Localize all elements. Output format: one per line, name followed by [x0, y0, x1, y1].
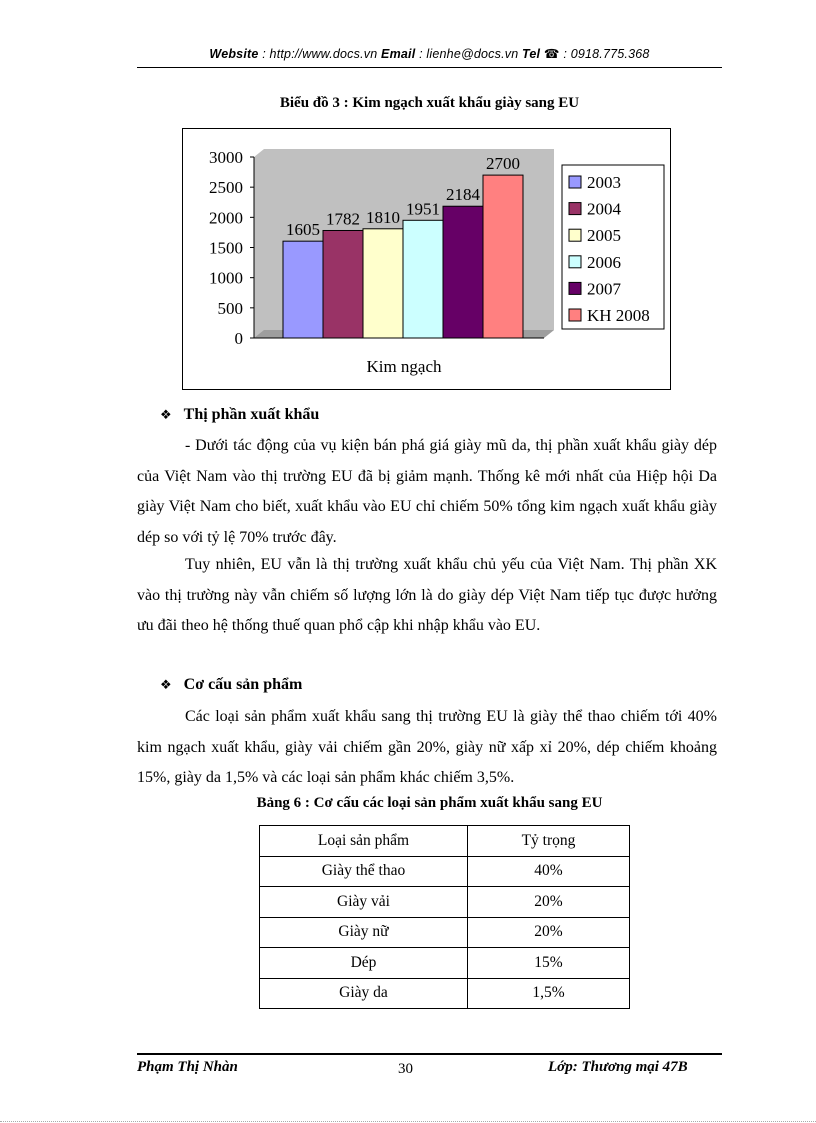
section-heading-product-structure	[160, 676, 302, 694]
y-tick-label: 3000	[209, 148, 243, 167]
table-cell: Giày vải	[260, 887, 468, 918]
table-header-row	[260, 826, 630, 857]
table-header-cell: Tỷ trọng	[468, 826, 630, 857]
paragraph: Tuy nhiên, EU vẫn là thị trường xuất khẩu chủ yếu của Việt Nam. Thị phần XK vào thị trường này vẫn chiếm số lượng lớn là do giày dép Việt Nam tiếp tục được hưởng ưu đãi theo hệ thống thuế quan phổ cập khi nhập khẩu vào EU.	[137, 556, 717, 634]
table-cell: 20%	[468, 887, 630, 918]
y-tick-label: 1000	[209, 268, 243, 288]
section-heading-text: Cơ cấu sản phẩm	[183, 676, 303, 693]
paragraph: Các loại sản phẩm xuất khẩu sang thị trường EU là giày thể thao chiếm tới 40% kim ngạch xuất khẩu, giày vải chiếm gần 20%, giày nữ xấp xỉ 20%, dép chiếm khoảng 15%, giày da 1,5% và các loại sản phẩm khác chiếm 3,5%.	[137, 708, 717, 786]
bar	[443, 206, 483, 338]
chart-title: Biểu đồ 3 : Kim ngạch xuất khẩu giày sang EU	[279, 95, 580, 111]
table-title: Bảng 6 : Cơ cấu các loại sản phẩm xuất khẩu sang EU	[256, 795, 603, 811]
email-value: : lienhe@docs.vn	[415, 47, 523, 61]
footer-class: Lớp: Thương mại 47B	[548, 1059, 688, 1075]
legend-swatch	[569, 229, 581, 241]
bar	[323, 230, 363, 338]
y-tick-label: 0	[234, 329, 243, 348]
table-cell: 20%	[468, 917, 630, 948]
legend-label: 2003	[587, 173, 621, 192]
y-tick-label: 500	[217, 298, 243, 318]
footer-rule	[137, 1053, 722, 1055]
data-label: 1605	[286, 220, 320, 240]
legend-swatch	[569, 203, 581, 215]
data-label: 1951	[406, 199, 440, 219]
table-cell: 1,5%	[468, 978, 630, 1009]
table-cell: Dép	[260, 948, 468, 979]
data-label: 1810	[366, 207, 400, 227]
table-row	[260, 887, 630, 918]
page-number: 30	[398, 1061, 413, 1077]
diamond-bullet-icon: ❖	[160, 678, 172, 693]
page-header	[137, 46, 722, 61]
table-row	[260, 856, 630, 887]
website-label: Website	[209, 47, 259, 61]
page-edge	[0, 1121, 816, 1122]
website-value: : http://www.docs.vn	[258, 47, 382, 61]
y-tick-label: 2000	[209, 208, 243, 228]
bar-chart	[183, 129, 670, 389]
table-cell: Giày thể thao	[260, 856, 468, 887]
table-cell: 40%	[468, 856, 630, 887]
y-tick-label: 1500	[209, 238, 243, 258]
paragraph: - Dưới tác động của vụ kiện bán phá giá giày mũ da, thị phần xuất khẩu giày dép của Việt Nam vào thị trường EU đã bị giảm mạnh. Thống kê mới nhất của Hiệp hội Da giày Việt Nam cho biết, xuất khẩu vào EU chỉ chiếm 50% tổng kim ngạch xuất khẩu giày dép so với tỷ lệ 70% trước đây.	[137, 437, 717, 546]
legend-swatch	[569, 256, 581, 268]
legend-label: 2005	[587, 226, 621, 246]
bar	[483, 175, 523, 338]
footer-author: Phạm Thị Nhàn	[137, 1059, 238, 1075]
legend-label: 2007	[587, 279, 621, 299]
legend-swatch	[569, 282, 581, 294]
section-heading-text: Thị phần xuất khẩu	[183, 406, 320, 423]
legend-label: 2006	[587, 252, 621, 272]
table-header-cell: Loại sản phẩm	[260, 826, 468, 857]
table-cell: Giày nữ	[260, 917, 468, 948]
data-label: 2700	[486, 154, 520, 174]
legend-swatch	[569, 309, 581, 321]
legend-label: 2004	[587, 199, 621, 219]
table-cell: Giày da	[260, 978, 468, 1009]
bar	[283, 241, 323, 338]
data-label: 1782	[326, 209, 360, 229]
bar	[363, 229, 403, 338]
chart-frame	[182, 128, 671, 390]
table-row	[260, 948, 630, 979]
table-row	[260, 978, 630, 1009]
legend-label: KH 2008	[587, 306, 650, 325]
table-cell: 15%	[468, 948, 630, 979]
legend-swatch	[569, 176, 581, 188]
table-row	[260, 917, 630, 948]
section-heading-market-share	[160, 406, 319, 424]
product-structure-table	[259, 825, 630, 1009]
x-axis-label: Kim ngạch	[366, 357, 442, 376]
header-rule	[137, 67, 722, 68]
tel-value: ☎ : 0918.775.368	[540, 47, 650, 61]
data-label: 2184	[446, 185, 480, 205]
email-label: Email	[381, 47, 416, 61]
diamond-bullet-icon: ❖	[160, 408, 172, 423]
bar	[403, 220, 443, 338]
y-tick-label: 2500	[209, 178, 243, 198]
tel-label: Tel	[522, 47, 541, 61]
